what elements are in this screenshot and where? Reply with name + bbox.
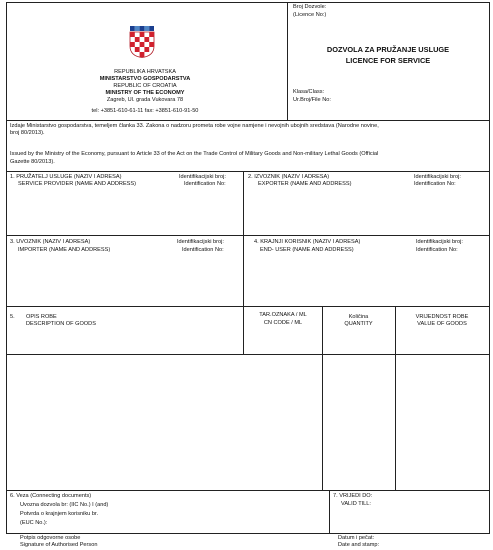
import-licence-label: Uvozna dozvola br: (IIC No.) I (and) xyxy=(20,502,109,508)
box3-id-en: Identification No: xyxy=(182,247,224,253)
class-label: Klasa/Class: xyxy=(293,89,325,95)
line-goods-bottom xyxy=(6,490,489,491)
signature-label-en: Signature of Authorised Person xyxy=(20,542,98,548)
croatian-coat-of-arms-icon xyxy=(129,26,155,58)
page-title-hr: DOZVOLA ZA PRUŽANJE USLUGE xyxy=(326,45,450,54)
licence-number-label-hr: Broj Dozvole: xyxy=(293,4,327,10)
valid-till-label-hr: 7. VRIJEDI DO: xyxy=(333,493,373,499)
issuer-ministry-hr: MINISTARSTVO GOSPODARSTVA xyxy=(99,76,191,82)
issuer-ministry-en: MINISTRY OF THE ECONOMY xyxy=(105,90,185,96)
goods-value-en: VALUE OF GOODS xyxy=(417,321,467,327)
goods-description-hr: OPIS ROBE xyxy=(26,314,57,320)
page-title-en: LICENCE FOR SERVICE xyxy=(345,56,431,65)
issuer-block xyxy=(60,69,230,115)
box2-title-hr: 2. IZVOZNIK (NAZIV I ADRESA) xyxy=(248,174,330,180)
goods-number: 5. xyxy=(10,314,15,320)
box2-id-en: Identification No: xyxy=(414,181,456,187)
valid-till-label-en: VALID TILL: xyxy=(341,501,371,507)
connecting-documents-label: 6. Veza (Connecting documents) xyxy=(10,493,92,499)
goods-quantity-hr: Količina xyxy=(348,314,369,320)
goods-col-2 xyxy=(395,306,396,490)
legal-basis-en-1: Issued by the Ministry of the Economy, pursuant to Article 33 of the Act on the Trade Control of Military Goods and Non-military Lethal Goods (Official xyxy=(10,151,379,157)
issuer-country-en: REPUBLIC OF CROATIA xyxy=(113,83,177,89)
end-user-certificate-label: Potvrda o krajnjem korisniku br. xyxy=(20,511,99,517)
goods-col-1 xyxy=(322,306,323,490)
line-boxes-bottom xyxy=(6,306,489,307)
goods-cn-code-en: CN CODE / ML xyxy=(263,320,303,326)
goods-value-hr: VRIJEDNOST ROBE xyxy=(415,314,469,320)
box1-id-hr: Identifikacijski broj: xyxy=(179,174,226,180)
box2-id-hr: Identifikacijski broj: xyxy=(414,174,461,180)
legal-basis-en-2: Gazette 80/2013). xyxy=(10,159,55,165)
date-stamp-label-en: Date and stamp: xyxy=(338,542,380,548)
line-boxes-mid xyxy=(6,235,489,236)
issuer-country-hr: REPUBLIKA HRVATSKA xyxy=(114,69,176,75)
line-footer-sign xyxy=(6,533,489,534)
line-header-bottom xyxy=(6,120,489,121)
box1-id-en: Identification No: xyxy=(184,181,226,187)
legal-basis-hr-1: Izdaje Ministarstvo gospodarstva, temeljem članka 33. Zakona o nadzoru prometa robe vojne namjene i nevojnih ubojnih sredstava (Narodne novine, xyxy=(10,123,379,129)
issuer-phone-fax: tel: +3851-610-61-11 fax: +3851-610-91-50 xyxy=(91,108,199,114)
box4-title-en: END- USER (NAME AND ADDRESS) xyxy=(260,247,354,253)
frame-top xyxy=(6,2,489,3)
box3-id-hr: Identifikacijski broj: xyxy=(177,239,224,245)
goods-quantity-en: QUANTITY xyxy=(344,321,373,327)
frame-right xyxy=(489,2,490,534)
file-number-label: Ur.Broj/File No: xyxy=(293,97,331,103)
box4-id-en: Identification No: xyxy=(416,247,458,253)
goods-description-en: DESCRIPTION OF GOODS xyxy=(26,321,96,327)
line-goods-header xyxy=(6,354,489,355)
box1-title-en: SERVICE PROVIDER (NAME AND ADDRESS) xyxy=(18,181,137,187)
euc-number-label: (EUC No.): xyxy=(20,520,48,526)
box3-title-en: IMPORTER (NAME AND ADDRESS) xyxy=(18,247,111,253)
frame-left xyxy=(6,2,7,534)
box1-title-hr: 1. PRUŽATELJ USLUGE (NAZIV I ADRESA) xyxy=(10,174,122,180)
header-divider xyxy=(287,2,288,120)
box2-title-en: EXPORTER (NAME AND ADDRESS) xyxy=(258,181,352,187)
issuer-address: Zagreb, Ul. grada Vukovara 78 xyxy=(106,97,184,103)
licence-number-label-en: (Licence No:) xyxy=(293,12,327,18)
goods-cn-code-hr: TAR.OZNAKA / ML xyxy=(259,312,307,318)
date-stamp-label-hr: Datum i pečat: xyxy=(338,535,375,541)
box3-title-hr: 3. UVOZNIK (NAZIV I ADRESA) xyxy=(10,239,91,245)
line-legal-bottom xyxy=(6,171,489,172)
box4-id-hr: Identifikacijski broj: xyxy=(416,239,463,245)
footer-divider xyxy=(329,490,330,534)
box4-title-hr: 4. KRAJNJI KORISNIK (NAZIV I ADRESA) xyxy=(254,239,361,245)
signature-label-hr: Potpis odgovorne osobe xyxy=(20,535,81,541)
legal-basis-hr-2: broj 80/2013). xyxy=(10,130,45,136)
